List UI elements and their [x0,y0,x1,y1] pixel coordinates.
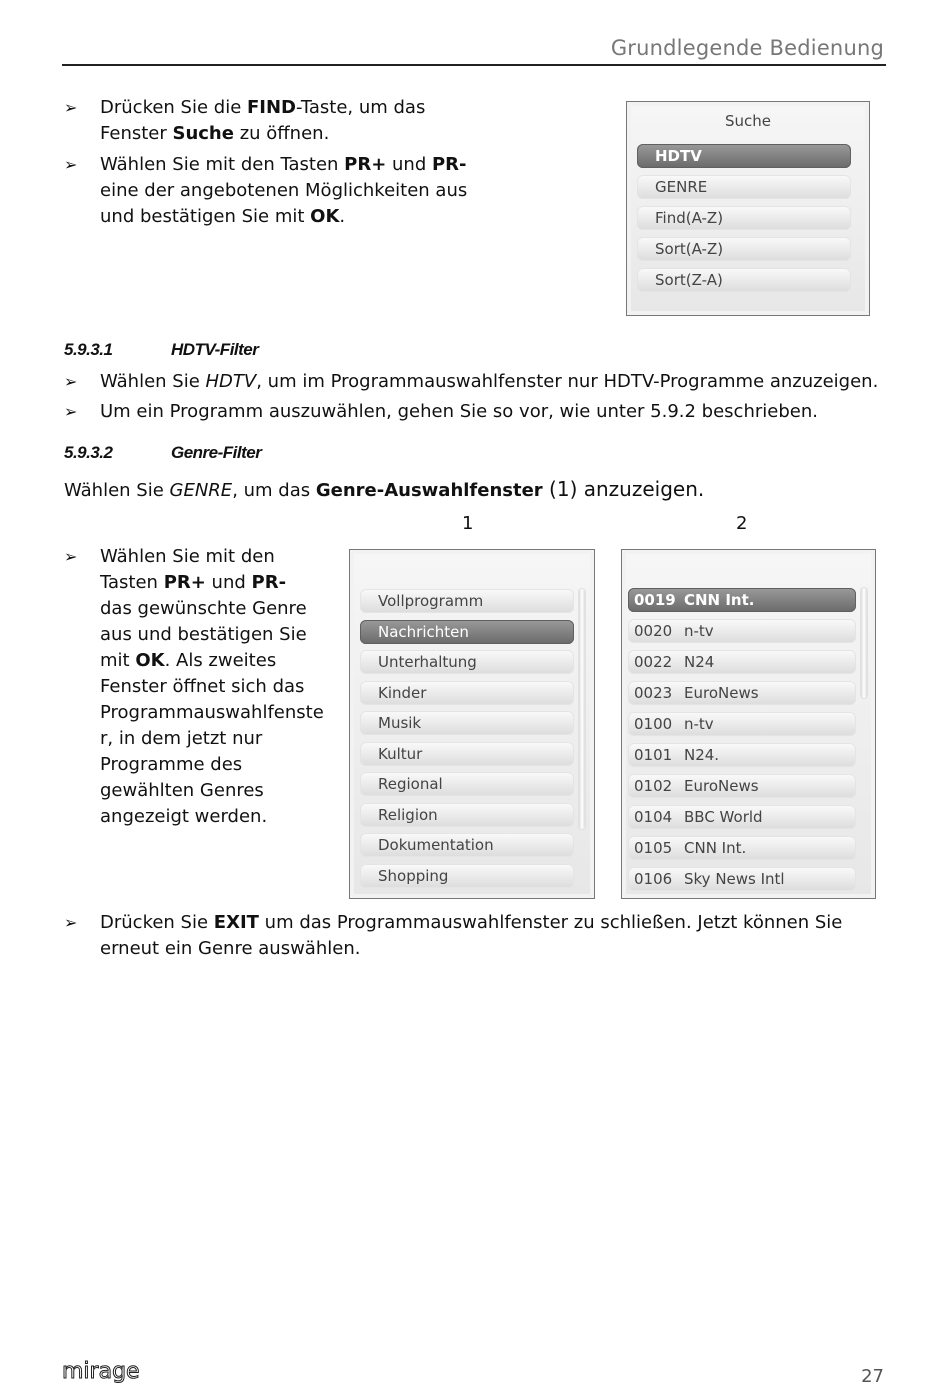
channel-item[interactable]: 0101 N24. [628,743,856,767]
section-number-genre: 5.9.3.2 [64,443,113,462]
figure-label-1: 1 [462,513,474,534]
search-panel-title: Suche [724,112,771,130]
channel-item[interactable]: 0104 BBC World [628,805,856,829]
channel-scrollbar[interactable] [861,588,867,698]
genre-item-unterhaltung[interactable]: Unterhaltung [360,650,574,674]
genre-panel [349,549,595,899]
page-number: 27 [861,1366,884,1387]
channel-item[interactable]: 0100 n-tv [628,712,856,736]
genre-item-musik[interactable]: Musik [360,711,574,735]
channel-item[interactable]: 0022 N24 [628,650,856,674]
mirage-logo-icon [62,1360,152,1384]
channel-item[interactable]: 0105 CNN Int. [628,836,856,860]
page-header-title: Grundlegende Bedienung [610,36,884,60]
bullet-arrow-icon: ➢ [64,372,78,391]
search-option-sort-az[interactable]: Sort(A-Z) [637,237,851,261]
channel-item[interactable]: 0102 EuroNews [628,774,856,798]
search-option-find-az[interactable]: Find(A-Z) [637,206,851,230]
bullet-arrow-icon: ➢ [64,98,78,117]
channel-item[interactable]: 0106 Sky News Intl [628,867,856,891]
bullet-arrow-icon: ➢ [64,155,78,174]
channel-panel [621,549,876,899]
genre-item-kinder[interactable]: Kinder [360,681,574,705]
bullet-arrow-icon: ➢ [64,547,78,566]
bullet-arrow-icon: ➢ [64,913,78,932]
genre-item-dokumentation[interactable]: Dokumentation [360,833,574,857]
genre-item-kultur[interactable]: Kultur [360,742,574,766]
bullet-arrow-icon: ➢ [64,402,78,421]
logo-text: mirage [62,1360,140,1384]
genre-item-shopping[interactable]: Shopping [360,864,574,888]
search-option-sort-za[interactable]: Sort(Z-A) [637,268,851,292]
header-rule [62,64,886,66]
channel-item[interactable]: 0023 EuroNews [628,681,856,705]
genre-item-vollprogramm[interactable]: Vollprogramm [360,589,574,613]
section-number-hdtv: 5.9.3.1 [64,340,113,359]
section-title-genre: Genre-Filter [171,443,262,462]
channel-item[interactable]: 0019 CNN Int. [628,588,856,612]
channel-item[interactable]: 0020 n-tv [628,619,856,643]
genre-item-regional[interactable]: Regional [360,772,574,796]
genre-item-religion[interactable]: Religion [360,803,574,827]
section-title-hdtv: HDTV-Filter [171,340,259,359]
search-option-genre[interactable]: GENRE [637,175,851,199]
genre-intro: Wählen Sie GENRE, um das Genre-Auswahlfenster (1) anzuzeigen. [64,477,705,501]
search-option-hdtv[interactable]: HDTV [637,144,851,168]
genre-scrollbar[interactable] [579,589,585,829]
figure-label-2: 2 [736,513,748,534]
search-panel [626,101,870,316]
genre-item-nachrichten[interactable]: Nachrichten [360,620,574,644]
